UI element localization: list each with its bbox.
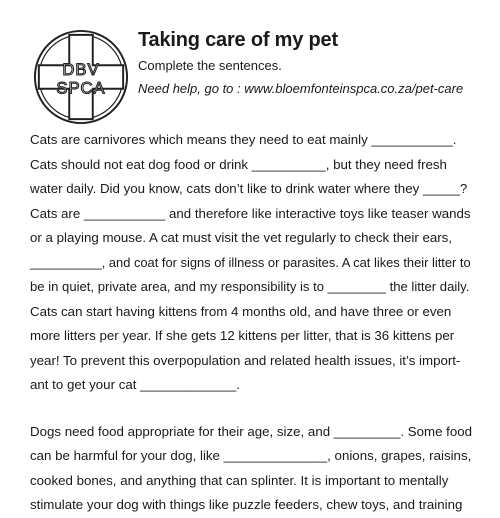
paragraph-line: ant to get your cat _____________. [30, 377, 240, 392]
paragraph-line: cooked bones, and anything that can splinter. It is important to mentally [30, 472, 449, 488]
paragraph-line: water daily. Did you know, cats don’t like to drink water where they _____? [30, 181, 468, 196]
instructions: Complete the sentences. [138, 58, 282, 73]
cats-paragraph [30, 128, 472, 398]
paragraph-line: Cats should not eat dog food or drink __________, but they need fresh [30, 156, 447, 172]
paragraph-line: stimulate your dog with things like puzzle feeders, chew toys, and training [30, 497, 463, 512]
paragraph-line: Dogs need food appropriate for their age, size, and _________. Some food [30, 423, 473, 439]
logo-text-spca: SPCA [56, 78, 106, 98]
help-link-text: Need help, go to : www.bloemfonteinspca.co.za/pet-care [138, 81, 464, 96]
dbv-spca-logo [32, 28, 130, 126]
paragraph-line: or a playing mouse. A cat must visit the vet regularly to check their ears, [30, 230, 453, 245]
paragraph-line: Cats can start having kittens from 4 months old, and have three or even [30, 303, 452, 319]
paragraph-line: Cats are ___________ and therefore like interactive toys like teaser wands [30, 205, 471, 221]
paragraph-line: year! To prevent this overpopulation and related health issues, it’s import- [30, 352, 461, 368]
page-title: Taking care of my pet [138, 29, 338, 51]
paragraph-line: can be harmful for your dog, like ______________, onions, grapes, raisins, [30, 448, 472, 463]
paragraph-line: be in quiet, private area, and my responsibility is to ________ the litter daily. [30, 279, 470, 294]
logo-text-dbv: DBV [62, 60, 100, 80]
paragraph-line: Cats are carnivores which means they need to eat mainly ___________. [30, 132, 457, 147]
paragraph-line: __________, and coat for signs of illness or parasites. A cat likes their litter to [30, 254, 471, 270]
worksheet-body [30, 128, 472, 518]
dogs-paragraph [30, 420, 472, 518]
paragraph-line: more litters per year. If she gets 12 kittens per litter, that is 36 kittens per [30, 328, 455, 343]
